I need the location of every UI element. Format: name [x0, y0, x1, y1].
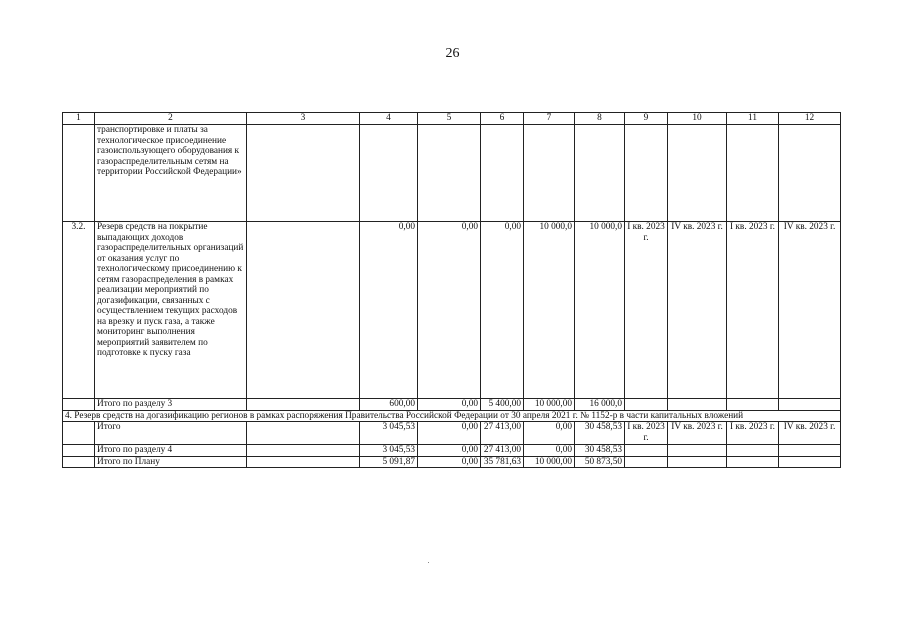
column-number-row: [63, 113, 841, 125]
row-name: Резерв средств на покрытие выпадающих доходов газораспределительных организаций от оказания услуг по технологическому присоединению к сетям газораспределения в рамках реализации мероприятий по догазификации, связанных с осуществлением текущих расходов на врезку и пуск газа, а также мониторинг выполнения мероприятий заявителем по подготовке к пуску газа: [95, 222, 247, 399]
cell-value: 35 781,63: [481, 456, 524, 468]
table-row: [63, 125, 841, 222]
cell-value: 10 000,00: [524, 456, 575, 468]
cell-value: 600,00: [360, 399, 418, 411]
cell-period: I кв. 2023 г.: [625, 222, 668, 399]
row-name: Итого по разделу 4: [95, 445, 247, 457]
column-header: 1: [63, 113, 95, 125]
cell-value: 0,00: [418, 445, 481, 457]
page-number: 26: [445, 46, 460, 61]
column-header: 10: [668, 113, 727, 125]
table-row: [63, 456, 841, 468]
table-row: [63, 222, 841, 399]
cell-value: 30 458,53: [575, 445, 625, 457]
cell-value: 10 000,0: [524, 222, 575, 399]
cell-value: 0,00: [418, 399, 481, 411]
cell-period: I кв. 2023 г.: [727, 422, 779, 445]
cell-period: IV кв. 2023 г.: [779, 422, 841, 445]
column-header: 3: [247, 113, 360, 125]
column-header: 4: [360, 113, 418, 125]
row-name: Итого: [95, 422, 247, 445]
row-name: Итого по разделу 3: [95, 399, 247, 411]
column-header: 7: [524, 113, 575, 125]
row-number: [63, 125, 95, 222]
column-header: 9: [625, 113, 668, 125]
column-header: 2: [95, 113, 247, 125]
row-number: 3.2.: [63, 222, 95, 399]
cell-value: 3 045,53: [360, 422, 418, 445]
column-header: 6: [481, 113, 524, 125]
cell-value: 27 413,00: [481, 422, 524, 445]
cell-value: 0,00: [360, 222, 418, 399]
row-name: Итого по Плану: [95, 456, 247, 468]
section-row: [63, 410, 841, 422]
cell-value: 16 000,0: [575, 399, 625, 411]
column-header: 8: [575, 113, 625, 125]
plan-table: [62, 112, 841, 468]
cell-value: 10 000,0: [575, 222, 625, 399]
table-row: [63, 399, 841, 411]
column-header: 5: [418, 113, 481, 125]
table-row: [63, 445, 841, 457]
cell-value: 27 413,00: [481, 445, 524, 457]
cell-period: I кв. 2023 г.: [625, 422, 668, 445]
cell-value: 0,00: [481, 222, 524, 399]
column-header: 12: [779, 113, 841, 125]
cell-value: 5 400,00: [481, 399, 524, 411]
cell-period: IV кв. 2023 г.: [779, 222, 841, 399]
cell-value: 3 045,53: [360, 445, 418, 457]
cell-value: 0,00: [418, 456, 481, 468]
cell-value: 10 000,00: [524, 399, 575, 411]
cell-period: IV кв. 2023 г.: [668, 422, 727, 445]
section-title: 4. Резерв средств на догазификацию регионов в рамках распоряжения Правительства Российской Федерации от 30 апреля 2021 г. № 1152-р в части капитальных вложений: [63, 410, 841, 422]
cell-value: 0,00: [524, 422, 575, 445]
cell-period: IV кв. 2023 г.: [668, 222, 727, 399]
cell-value: 0,00: [418, 422, 481, 445]
cell-value: 5 091,87: [360, 456, 418, 468]
cell-period: I кв. 2023 г.: [727, 222, 779, 399]
column-header: 11: [727, 113, 779, 125]
scan-speck: [428, 562, 429, 563]
cell-value: 0,00: [524, 445, 575, 457]
cell-value: 30 458,53: [575, 422, 625, 445]
cell-value: 0,00: [418, 222, 481, 399]
table-row: [63, 422, 841, 445]
row-name: транспортировке и платы за технологическое присоединение газоиспользующего оборудования к газораспределительным сетям на территории Российской Федерации»: [95, 125, 247, 222]
cell-value: 50 873,50: [575, 456, 625, 468]
